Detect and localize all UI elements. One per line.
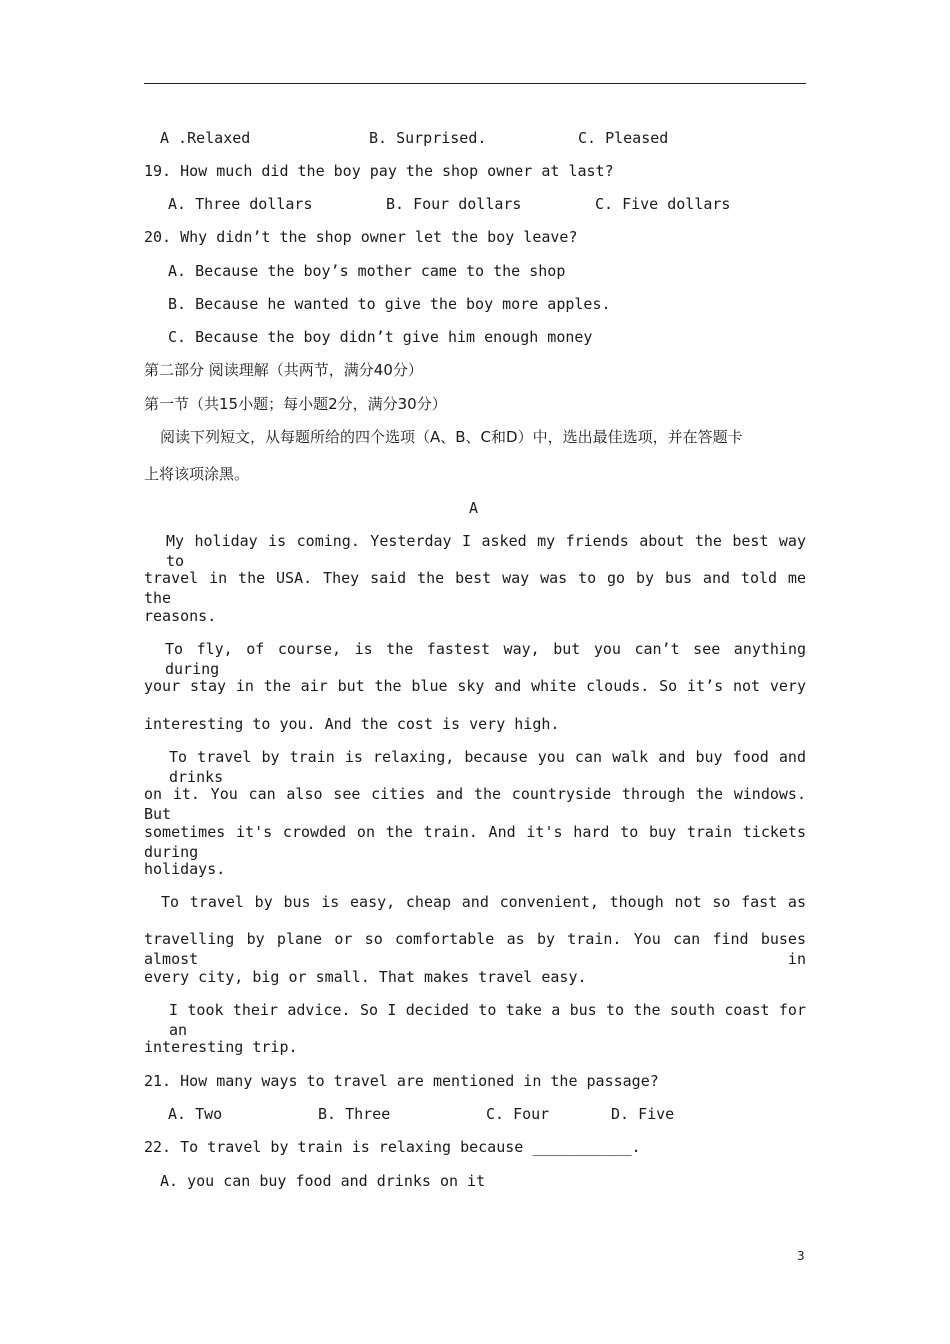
q19-stem: 19. How much did the boy pay the shop owner at last?	[144, 162, 614, 180]
p4-line-1: To travel by bus is easy, cheap and convenient, though not so fast as	[161, 893, 806, 911]
q20-option-a: A. Because the boy’s mother came to the shop	[168, 262, 566, 280]
q18-option-b: B. Surprised.	[369, 129, 487, 147]
q20-stem: 20. Why didn’t the shop owner let the boy leave?	[144, 228, 578, 246]
q21-stem: 21. How many ways to travel are mentioned in the passage?	[144, 1072, 659, 1090]
q20-option-b: B. Because he wanted to give the boy more apples.	[168, 295, 611, 313]
p1-line-2: travel in the USA. They said the best way was to go by bus and told me the	[144, 569, 806, 607]
p3-line-2: on it. You can also see cities and the countryside through the windows. But	[144, 785, 806, 823]
q19-option-c: C. Five dollars	[595, 195, 731, 213]
q21-option-b: B. Three	[318, 1105, 391, 1123]
p2-line-3: interesting to you. And the cost is very high.	[144, 715, 560, 733]
page-number: 3	[797, 1249, 805, 1263]
header-rule	[144, 83, 806, 84]
section-title: 第二部分 阅读理解（共两节，满分40分）	[144, 361, 423, 379]
q21-option-c: C. Four	[486, 1105, 550, 1123]
p5-line-1: I took their advice. So I decided to take a bus to the south coast for an	[169, 1001, 806, 1039]
p4-line-2: travelling by plane or so comfortable as by train. You can find buses almost in	[144, 930, 806, 968]
p2-line-1: To fly, of course, is the fastest way, but you can’t see anything during	[165, 640, 806, 678]
p3-line-4: holidays.	[144, 860, 226, 878]
instructions-line-1: 阅读下列短文，从每题所给的四个选项（A、B、C和D）中，选出最佳选项，并在答题卡	[160, 428, 743, 446]
passage-label: A	[469, 499, 479, 517]
q18-option-a: A .Relaxed	[160, 129, 251, 147]
p4-line-3: every city, big or small. That makes travel easy.	[144, 968, 587, 986]
p5-line-2: interesting trip.	[144, 1038, 298, 1056]
p3-line-3: sometimes it's crowded on the train. And it's hard to buy train tickets during	[144, 823, 806, 861]
q21-option-d: D. Five	[611, 1105, 675, 1123]
q18-option-c: C. Pleased	[578, 129, 669, 147]
q22-stem: 22. To travel by train is relaxing because ___________.	[144, 1138, 641, 1156]
q19-option-a: A. Three dollars	[168, 195, 313, 213]
q21-option-a: A. Two	[168, 1105, 223, 1123]
instructions-line-2: 上将该项涂黑。	[144, 465, 250, 483]
p1-line-1: My holiday is coming. Yesterday I asked my friends about the best way to	[166, 532, 806, 570]
section-part-title: 第一节（共15小题；每小题2分，满分30分）	[144, 395, 447, 413]
q20-option-c: C. Because the boy didn’t give him enough money	[168, 328, 593, 346]
p2-line-2: your stay in the air but the blue sky and white clouds. So it’s not very	[144, 677, 806, 695]
q19-option-b: B. Four dollars	[386, 195, 522, 213]
q22-option-a: A. you can buy food and drinks on it	[160, 1172, 486, 1190]
p1-line-3: reasons.	[144, 607, 217, 625]
p3-line-1: To travel by train is relaxing, because you can walk and buy food and drinks	[169, 748, 806, 786]
